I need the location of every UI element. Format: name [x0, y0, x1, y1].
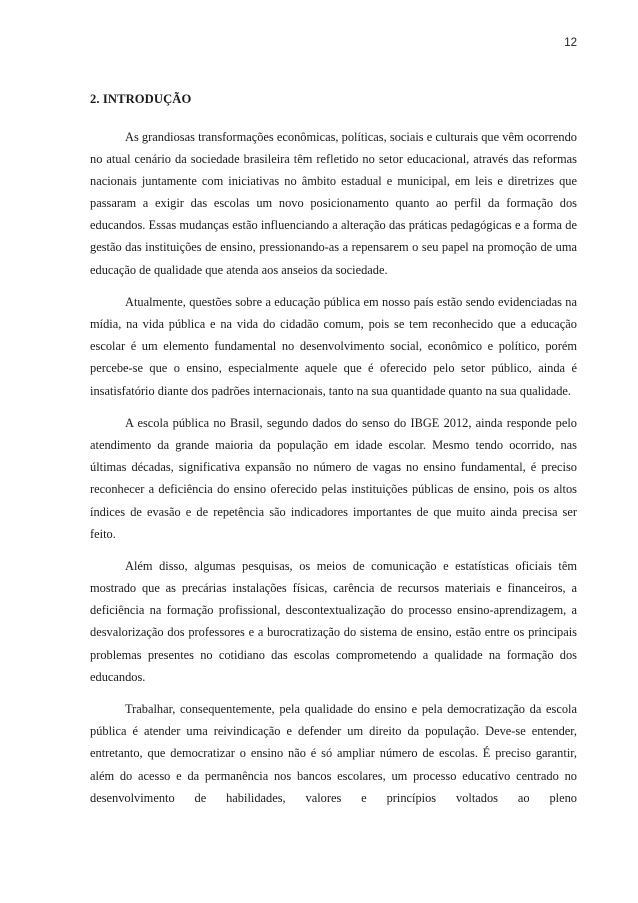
paragraph: Atualmente, questões sobre a educação pública em nosso país estão sendo evidenciadas na mídia, na vida pública e na vida do cidadão comum, pois se tem reconhecido que a educação escolar é um elemento fundamental no desenvolvimento social, econômico e político, porém percebe-se que o ensino, especialmente aquele que é oferecido pelo setor público, ainda é insatisfatório diante dos padrões internacionais, tanto na sua quantidade quanto na sua qualidade. [90, 295, 577, 398]
paragraph: As grandiosas transformações econômicas, políticas, sociais e culturais que vêm ocorrendo no atual cenário da sociedade brasileira têm refletido no setor educacional, através das reformas nacionais juntamente com iniciativas no âmbito estadual e municipal, em leis e diretrizes que passaram a exigir das escolas um novo posicionamento quanto ao perfil da formação dos educandos. Essas mudanças estão influenciando a alteração das práticas pedagógicas e a forma de gestão das instituições de ensino, pressionando-as a repensarem o seu papel na promoção de uma educação de qualidade que atenda aos anseios da sociedade. [90, 130, 577, 277]
paragraph: Além disso, algumas pesquisas, os meios de comunicação e estatísticas oficiais têm mostrado que as precárias instalações físicas, carência de recursos materiais e financeiros, a deficiência na formação profissional, descontextualização do processo ensino-aprendizagem, a desvalorização dos professores e a burocratização do sistema de ensino, estão entre os principais problemas presentes no cotidiano das escolas comprometendo a qualidade na formação dos educandos. [90, 559, 577, 684]
paragraph: A escola pública no Brasil, segundo dados do senso do IBGE 2012, ainda responde pelo atendimento da grande maioria da população em idade escolar. Mesmo tendo ocorrido, nas últimas décadas, significativa expansão no número de vagas no ensino fundamental, é preciso reconhecer a deficiência do ensino oferecido pelas instituições públicas de ensino, pois os altos índices de evasão e de repetência são indicadores importantes de que muito ainda precisa ser feito. [90, 416, 577, 541]
body-text [90, 126, 577, 809]
page-number: 12 [564, 37, 577, 49]
paragraph: Trabalhar, consequentemente, pela qualidade do ensino e pela democratização da escola pública é atender uma reivindicação e defender um direito da população. Deve-se entender, entretanto, que democratizar o ensino não é só ampliar número de escolas. É preciso garantir, além do acesso e da permanência nos bancos escolares, um processo educativo centrado no desenvolvimento de habilidades, valores e princípios voltados ao pleno [90, 702, 577, 805]
section-heading: 2. INTRODUÇÃO [90, 92, 192, 106]
